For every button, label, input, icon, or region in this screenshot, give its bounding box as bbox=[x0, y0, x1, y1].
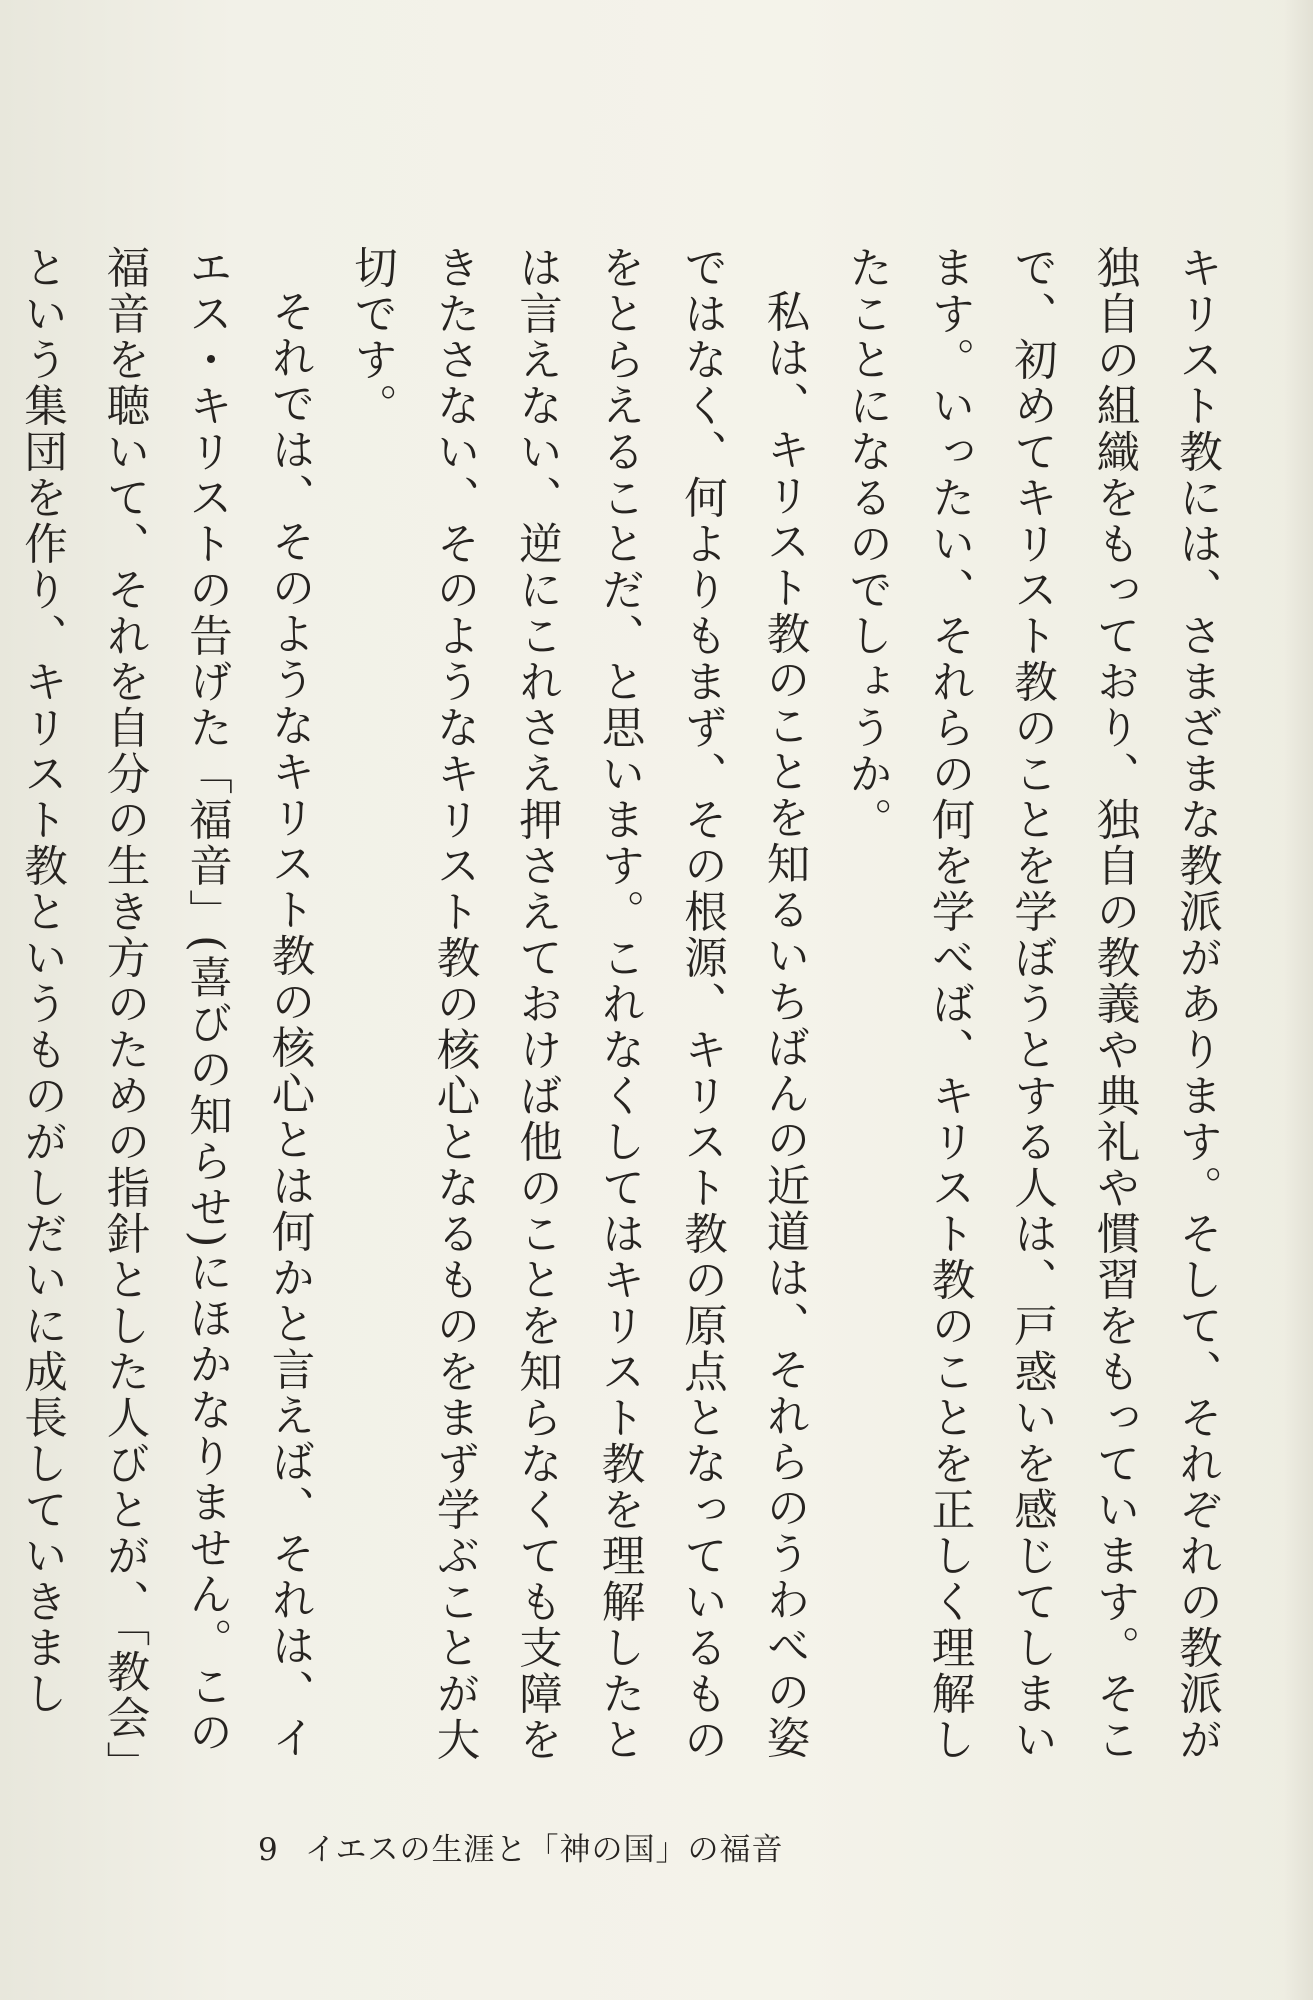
paragraph-3: それでは、そのようなキリスト教の核心とは何かと言えば、それは、イエス・キリストの告げた「福音」(喜びの知らせ)にほかなりません。この福音を聴いて、それを自分の生き方のための指針とした人びとが、「教会」という集団を作り、キリスト教というものがしだいに成長していきまし bbox=[17, 245, 315, 1766]
paragraph-2: 私は、キリスト教のことを知るいちばんの近道は、それらのうわべの姿ではなく、何よりもまず、その根源、キリスト教の原点となっているものをとらえることだ、と思います。これなくしてはキリスト教を理解したとは言えない、逆にこれさえ押さえておけば他のことを知らなくても支障をきたさない、そのようなキリスト教の核心となるものをまず学ぶことが大切です。 bbox=[347, 245, 810, 1763]
page-number: 9 bbox=[258, 1832, 279, 1868]
page-footer bbox=[258, 1824, 784, 1869]
spine-shadow bbox=[1283, 0, 1313, 2000]
paragraph-1: キリスト教には、さまざまな教派があります。そして、それぞれの教派が独自の組織をもっており、独自の教義や典礼や慣習をもっています。そこで、初めてキリスト教のことを学ぼうとする人は、戸惑いを感じてしまいます。いったい、それらの何を学べば、キリスト教のことを正しく理解したことになるのでしょうか。 bbox=[842, 245, 1222, 1763]
chapter-title: イエスの生涯と「神の国」の福音 bbox=[304, 1832, 784, 1868]
vertical-body-text bbox=[17, 245, 1238, 1780]
